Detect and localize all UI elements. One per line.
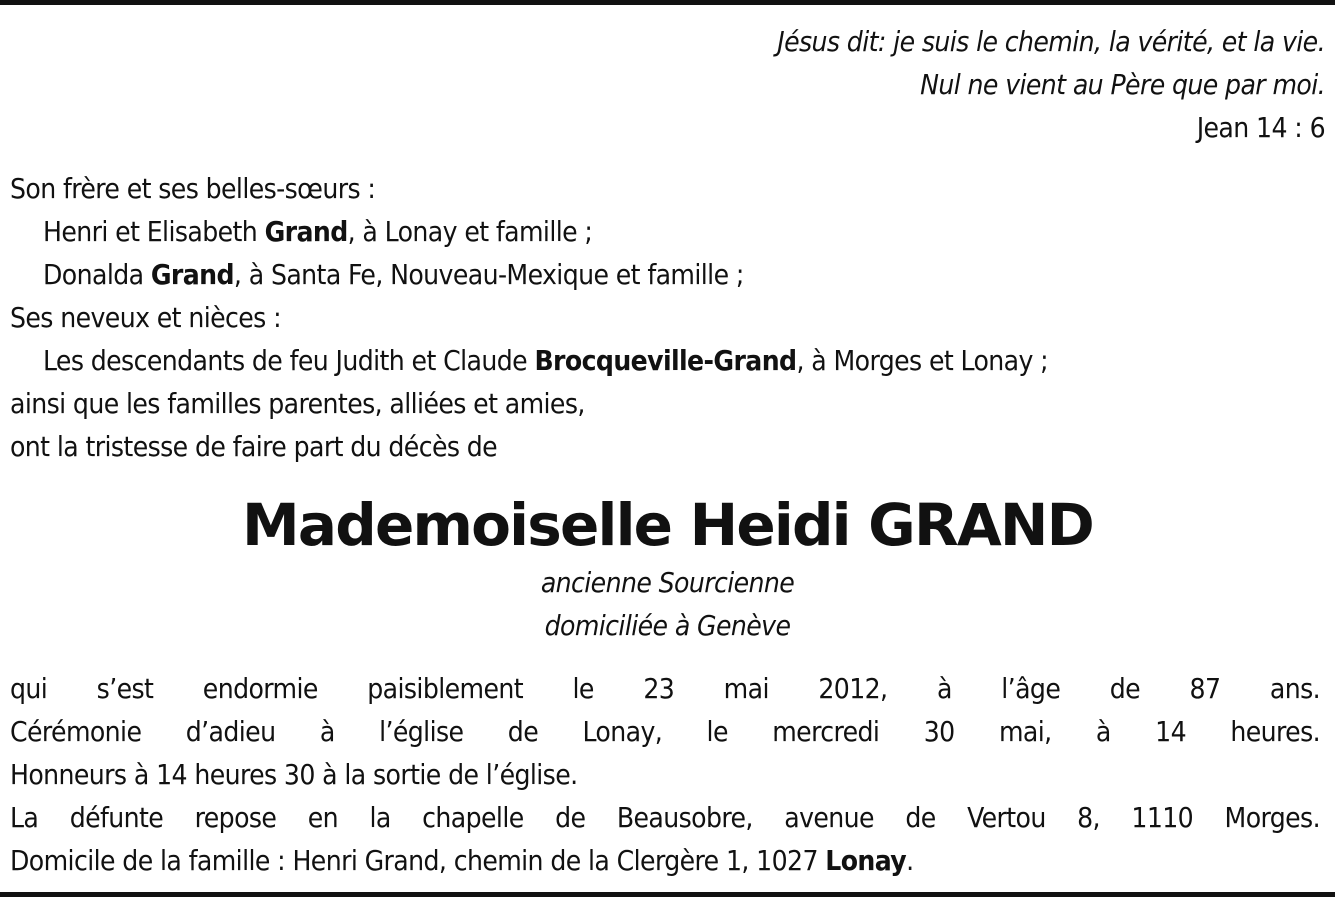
ceremony-details [10, 667, 1320, 882]
domicile-town: Lonay [825, 844, 907, 877]
domicile-text: . [906, 844, 914, 877]
member-text: Henri et Elisabeth [43, 215, 265, 248]
member-text: , à Santa Fe, Nouveau-Mexique et famille ; [233, 258, 744, 291]
relatives-line: ainsi que les familles parentes, alliées et amies, [10, 387, 585, 420]
member-surname: Grand [150, 258, 234, 291]
member-surname: Brocqueville-Grand [534, 344, 797, 377]
detail-line-ceremony: Cérémonie d’adieu à l’église de Lonay, le mercredi 30 mai, à 14 heures. [10, 715, 1320, 748]
detail-line-passing: qui s’est endormie paisiblement le 23 mai 2012, à l’âge de 87 ans. [10, 672, 1320, 705]
member-text: , à Lonay et famille ; [347, 215, 593, 248]
bible-quote [425, 20, 1325, 149]
family-member-descendants [10, 339, 1325, 382]
quote-reference: Jean 14 : 6 [1196, 111, 1325, 144]
member-text: , à Morges et Lonay ; [796, 344, 1049, 377]
quote-line-1: Jésus dit: je suis le chemin, la vérité, et la vie. [777, 25, 1325, 58]
top-border-rule [0, 0, 1335, 5]
subtitle-origin: ancienne Sourcienne [540, 566, 795, 599]
family-member-donalda [10, 253, 1325, 296]
deceased-name: Mademoiselle Heidi GRAND [241, 491, 1093, 559]
brother-heading: Son frère et ses belles-sœurs : [10, 172, 376, 205]
detail-line-domicile [10, 839, 1320, 882]
member-text: Donalda [43, 258, 151, 291]
member-text: Les descendants de feu Judith et Claude [43, 344, 535, 377]
member-surname: Grand [264, 215, 348, 248]
family-list [10, 167, 1325, 468]
announcement-line: ont la tristesse de faire part du décès de [10, 430, 498, 463]
subtitle-residence: domiciliée à Genève [544, 609, 791, 642]
nephews-heading: Ses neveux et nièces : [10, 301, 281, 334]
bottom-border-rule [0, 892, 1335, 897]
detail-line-chapel: La défunte repose en la chapelle de Beausobre, avenue de Vertou 8, 1110 Morges. [10, 801, 1320, 834]
domicile-text: Domicile de la famille : Henri Grand, chemin de la Clergère 1, 1027 [10, 844, 826, 877]
detail-line-honours: Honneurs à 14 heures 30 à la sortie de l’église. [10, 758, 578, 791]
deceased-subtitle [0, 561, 1335, 647]
quote-line-2: Nul ne vient au Père que par moi. [920, 68, 1325, 101]
family-member-henri [10, 210, 1325, 253]
